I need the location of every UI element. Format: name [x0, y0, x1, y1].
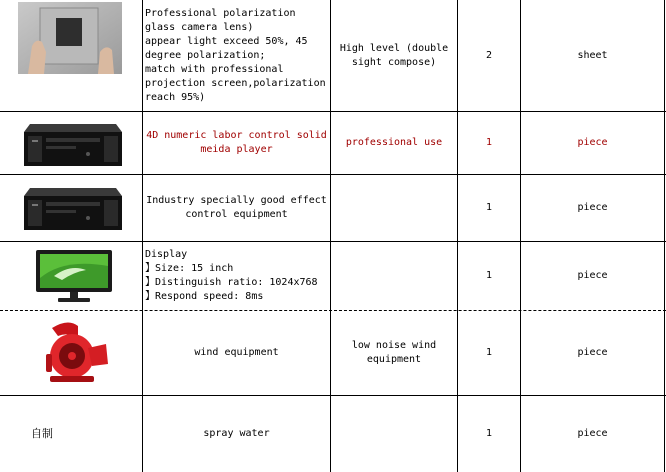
item-unit: piece	[577, 202, 608, 213]
item-remark	[331, 175, 457, 241]
rack-server-icon	[22, 120, 124, 170]
item-quantity: 2	[485, 49, 493, 61]
rack-server-icon	[22, 184, 124, 234]
item-unit: piece	[577, 270, 608, 281]
item-remark	[331, 396, 457, 472]
item-unit: piece	[577, 137, 608, 148]
image-label: 自制	[31, 427, 53, 440]
rack-server-image	[22, 184, 124, 234]
lcd-monitor-image	[34, 248, 114, 304]
item-quantity: 1	[485, 428, 493, 439]
item-remark: low noise wind equipment	[351, 340, 437, 365]
item-description: Professional polarization glass camera lens) appear light exceed 50%, 45 degree polarization; match with professional projection screen,polarization reach 95%)	[145, 8, 326, 103]
item-unit: sheet	[577, 49, 608, 61]
item-remark: professional use	[345, 137, 443, 148]
item-quantity: 1	[485, 270, 493, 281]
item-description: Display 】Size: 15 inch 】Distinguish ratio: 1024x768 】Respond speed: 8ms	[145, 249, 318, 302]
item-unit: piece	[577, 347, 608, 358]
blower-fan-icon	[38, 318, 110, 386]
red-blower-fan-image	[38, 318, 110, 386]
item-remark: High level (double sight compose)	[339, 42, 449, 68]
item-description: 4D numeric labor control solid meida player	[146, 130, 327, 155]
item-description: Industry specially good effect control equipment	[146, 195, 327, 220]
item-unit: piece	[577, 428, 608, 439]
item-quantity: 1	[485, 347, 493, 358]
polarization-lens-icon	[18, 2, 122, 74]
monitor-icon	[34, 248, 114, 304]
polarization-lens-image	[18, 2, 122, 74]
item-quantity: 1	[485, 137, 493, 148]
rack-server-image	[22, 120, 124, 170]
grid-line	[664, 0, 665, 472]
item-remark	[331, 242, 457, 310]
item-quantity: 1	[485, 202, 493, 213]
item-description: spray water	[203, 428, 270, 439]
item-description: wind equipment	[194, 347, 279, 358]
